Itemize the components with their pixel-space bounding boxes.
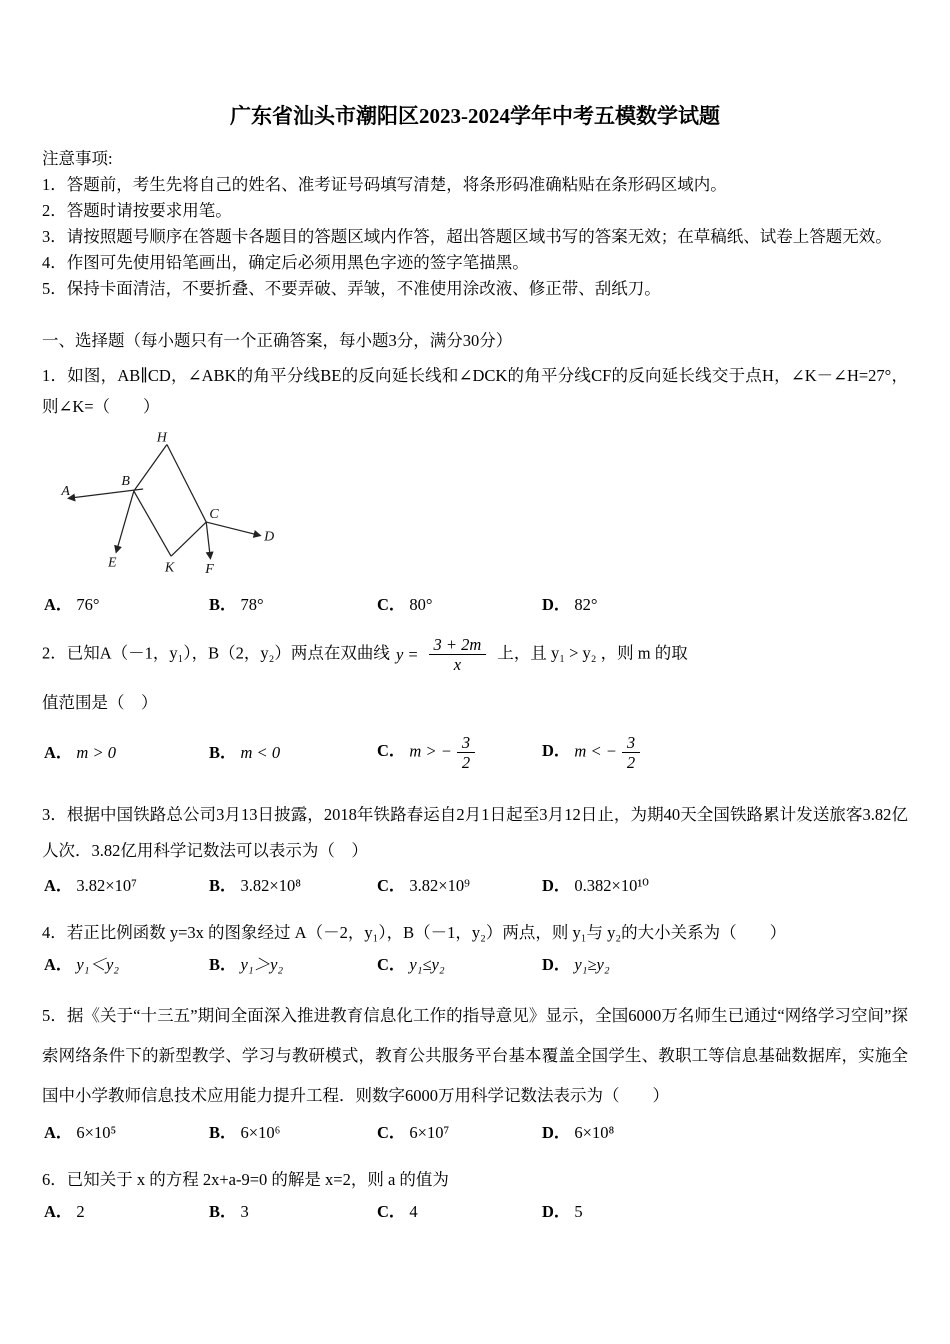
option-4d — [542, 952, 774, 978]
question-6-stem: 6．已知关于 x 的方程 2x+a-9=0 的解是 x=2，则 a 的值为 — [42, 1170, 449, 1189]
option-value: 3 — [240, 1202, 249, 1221]
fraction-denominator: x — [453, 655, 462, 674]
option-2a — [44, 740, 209, 766]
option-letter: A． — [44, 742, 73, 762]
option-value: 3.82×10⁹ — [409, 876, 470, 895]
option-letter: D． — [542, 876, 571, 895]
option-value: 82° — [574, 595, 598, 614]
option-value: 6×10⁶ — [240, 1123, 281, 1142]
option-letter: B． — [209, 595, 237, 614]
question-4-stem: 4．若正比例函数 y=3x 的图象经过 A（－2，y₁），B（－1，y₂）两点，则 y₁与 y₂的大小关系为（ ） — [42, 923, 787, 942]
option-value: 6×10⁸ — [574, 1123, 615, 1142]
option-3c — [377, 873, 542, 899]
option-1c — [377, 592, 542, 618]
option-prefix: m > − — [409, 741, 452, 761]
option-letter: C． — [377, 741, 406, 761]
option-letter: B． — [209, 876, 237, 895]
question-6-options — [44, 1199, 774, 1225]
option-letter: A． — [44, 955, 73, 974]
option-letter: C． — [377, 1123, 406, 1142]
point-label-K: K — [164, 560, 175, 576]
fraction-denominator: 2 — [461, 753, 471, 772]
option-value: m > 0 — [76, 742, 116, 762]
question-5-stem: 5．据《关于“十三五”期间全面深入推进教育信息化工作的指导意见》显示，全国6000万名师生已通过“网络学习空间”探索网络条件下的新型教学、学习与教研模式，教育公共服务平台基本覆盖全国学生、教职工等信息基础数据库，实施全国中小学教师信息技术应用能力提升工程．则数字6000万用科学记数法表示为（ ） — [42, 1006, 908, 1105]
question-1-stem: 1．如图，AB∥CD，∠ABK的角平分线BE的反向延长线和∠DCK的角平分线CF的反向延长线交于点H，∠K－∠H=27°，则∠K=（ ） — [42, 366, 908, 416]
option-value: 78° — [240, 595, 264, 614]
option-6d — [542, 1199, 774, 1225]
option-prefix: m < − — [574, 741, 617, 761]
point-label-A: A — [61, 484, 70, 500]
option-value: y₁＜y₂ — [76, 955, 120, 974]
hyperbola-equation — [396, 636, 491, 673]
question-4-options — [44, 952, 774, 978]
option-letter: A． — [44, 1123, 73, 1142]
option-fraction — [457, 734, 475, 771]
option-5d — [542, 1120, 774, 1146]
notice-item: 1．答题前，考生先将自己的姓名、准考证号码填写清楚，将条形码准确粘贴在条形码区域内。 — [42, 175, 727, 194]
question-2-stem — [42, 636, 908, 673]
option-5b — [209, 1120, 377, 1146]
question-2-stem-line2: 值范围是（ ） — [42, 693, 158, 712]
option-4b — [209, 952, 377, 978]
option-6b — [209, 1199, 377, 1225]
notice-header: 注意事项: — [42, 149, 113, 168]
fraction-numerator: 3 — [622, 734, 640, 753]
notice-item: 2．答题时请按要求用笔。 — [42, 201, 232, 220]
option-value: 4 — [409, 1202, 418, 1221]
question-3-stem: 3．根据中国铁路总公司3月13日披露，2018年铁路春运自2月1日起至3月12日止，为期40天全国铁路累计发送旅客3.82亿人次．3.82亿用科学记数法可以表示为（ ） — [42, 805, 909, 860]
equation-lhs: y = — [395, 645, 419, 664]
option-6a — [44, 1199, 209, 1225]
fraction-denominator: 2 — [626, 753, 636, 772]
option-value: y₁≥y₂ — [574, 955, 610, 974]
option-value: m < 0 — [240, 742, 281, 762]
option-value: 5 — [574, 1202, 583, 1221]
option-4c — [377, 952, 542, 978]
option-3a — [44, 873, 209, 899]
option-fraction — [622, 734, 640, 771]
option-letter: A． — [44, 1202, 73, 1221]
notice-item: 3．请按照题号顺序在答题卡各题目的答题区域内作答，超出答题区域书写的答案无效；在草稿纸、试卷上答题无效。 — [42, 227, 892, 246]
option-letter: B． — [209, 955, 237, 974]
option-1d — [542, 592, 774, 618]
option-letter: B． — [209, 1202, 237, 1221]
question-1-figure — [44, 430, 908, 580]
option-letter: B． — [209, 1123, 237, 1142]
option-letter: C． — [377, 955, 406, 974]
option-value: 6×10⁷ — [409, 1123, 450, 1142]
notice-block — [42, 146, 908, 302]
option-4a — [44, 952, 209, 978]
option-2d — [542, 734, 774, 771]
option-value: 3.82×10⁸ — [240, 876, 301, 895]
option-letter: D． — [542, 741, 571, 761]
fraction-numerator: 3 + 2m — [429, 636, 487, 655]
option-value: 6×10⁵ — [76, 1123, 117, 1142]
option-letter: C． — [377, 595, 406, 614]
option-letter: D． — [542, 955, 571, 974]
option-5c — [377, 1120, 542, 1146]
equation-fraction — [429, 636, 487, 673]
option-2c — [377, 734, 542, 771]
geometry-figure — [44, 430, 294, 580]
option-value: 0.382×10¹⁰ — [574, 876, 649, 895]
notice-item: 5．保持卡面清洁，不要折叠、不要弄破、弄皱，不准使用涂改液、修正带、刮纸刀。 — [42, 279, 661, 298]
option-1a — [44, 592, 209, 618]
option-letter: D． — [542, 1202, 571, 1221]
point-label-B: B — [121, 473, 130, 489]
point-label-C: C — [209, 506, 219, 522]
option-value: 76° — [76, 595, 100, 614]
fraction-numerator: 3 — [457, 734, 475, 753]
option-value: 2 — [76, 1202, 85, 1221]
option-letter: D． — [542, 1123, 571, 1142]
option-letter: A． — [44, 595, 73, 614]
option-value: 3.82×10⁷ — [76, 876, 137, 895]
option-5a — [44, 1120, 209, 1146]
question-3-options — [44, 873, 774, 899]
question-1-options — [44, 592, 774, 618]
option-letter: C． — [377, 876, 406, 895]
option-letter: B． — [209, 742, 237, 762]
option-1b — [209, 592, 377, 618]
option-value: y₁≤y₂ — [409, 955, 445, 974]
q2-stem-after: 上，且 y₁ > y₂ ，则 m 的取 — [497, 643, 688, 663]
point-label-D: D — [264, 529, 275, 545]
point-label-F: F — [205, 561, 214, 577]
q2-stem-before: 2．已知A（－1，y₁），B（2，y₂）两点在双曲线 — [42, 643, 390, 663]
point-label-E: E — [107, 555, 117, 571]
option-value: y₁＞y₂ — [240, 955, 284, 974]
notice-item: 4．作图可先使用铅笔画出，确定后必须用黑色字迹的签字笔描黑。 — [42, 253, 529, 272]
page-title: 广东省汕头市潮阳区2023-2024学年中考五模数学试题 — [230, 104, 720, 128]
question-2-options — [44, 734, 774, 771]
option-6c — [377, 1199, 542, 1225]
option-letter: D． — [542, 595, 571, 614]
option-letter: A． — [44, 876, 73, 895]
option-3b — [209, 873, 377, 899]
option-3d — [542, 873, 774, 899]
option-value: 80° — [409, 595, 433, 614]
question-5-options — [44, 1120, 774, 1146]
option-letter: C． — [377, 1202, 406, 1221]
point-label-H: H — [156, 430, 167, 446]
section-header: 一、选择题（每小题只有一个正确答案，每小题3分，满分30分） — [42, 331, 513, 350]
option-2b — [209, 740, 377, 766]
